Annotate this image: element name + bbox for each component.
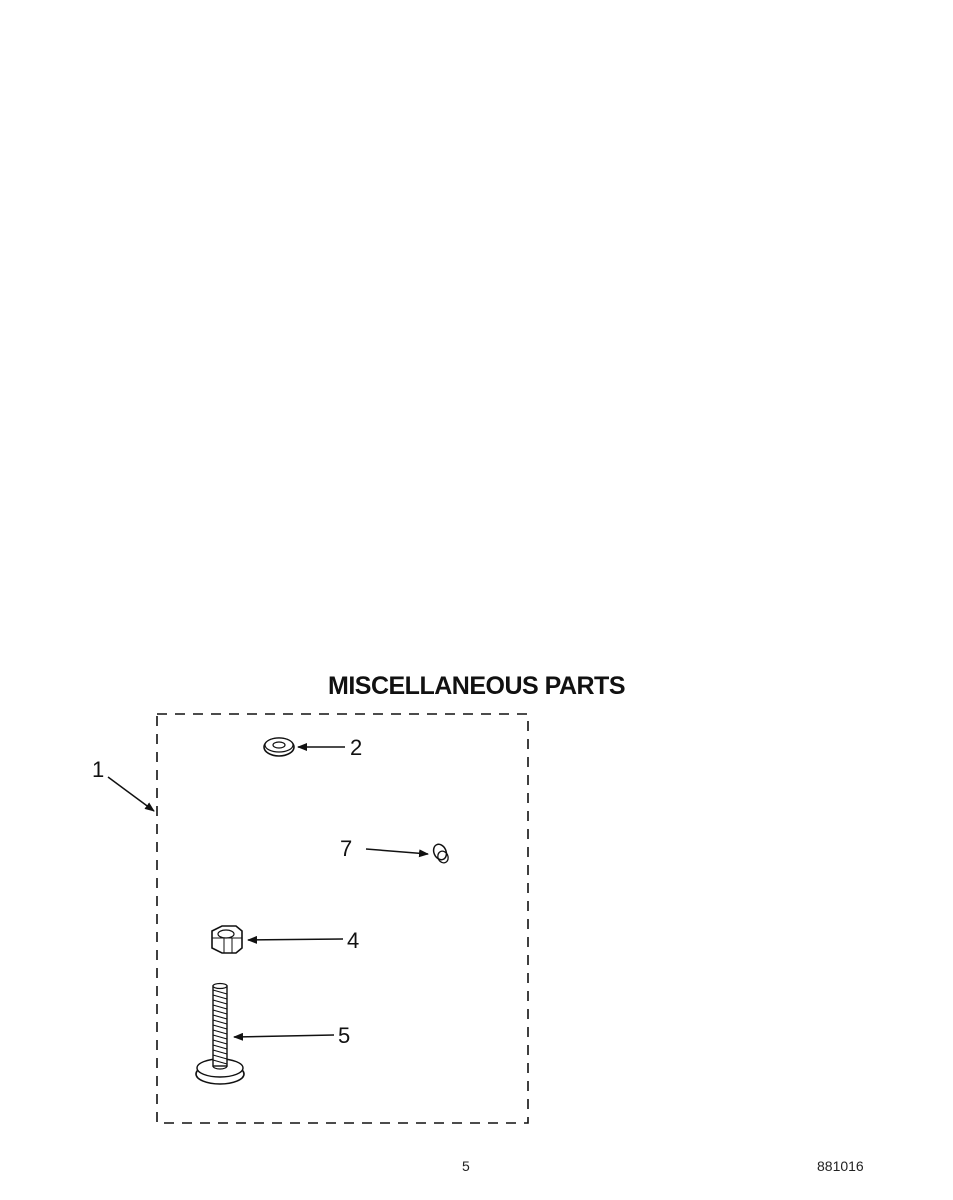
document-code: 881016 [817, 1158, 864, 1174]
leader-kit [108, 777, 154, 811]
callout-clip: 7 [340, 836, 353, 861]
callout-nut: 4 [347, 928, 360, 953]
hex-nut-part [212, 926, 242, 953]
clip-part [431, 842, 450, 864]
leader-clip [366, 849, 428, 854]
callout-kit: 1 [92, 757, 105, 782]
leader-screw [234, 1035, 334, 1037]
leveling-screw-part [196, 984, 244, 1085]
callout-screw: 5 [338, 1023, 351, 1048]
callout-washer: 2 [350, 735, 363, 760]
diagram-title: MISCELLANEOUS PARTS [328, 672, 625, 700]
leader-nut [248, 939, 343, 940]
washer-part [264, 738, 294, 756]
page-number: 5 [462, 1158, 470, 1174]
